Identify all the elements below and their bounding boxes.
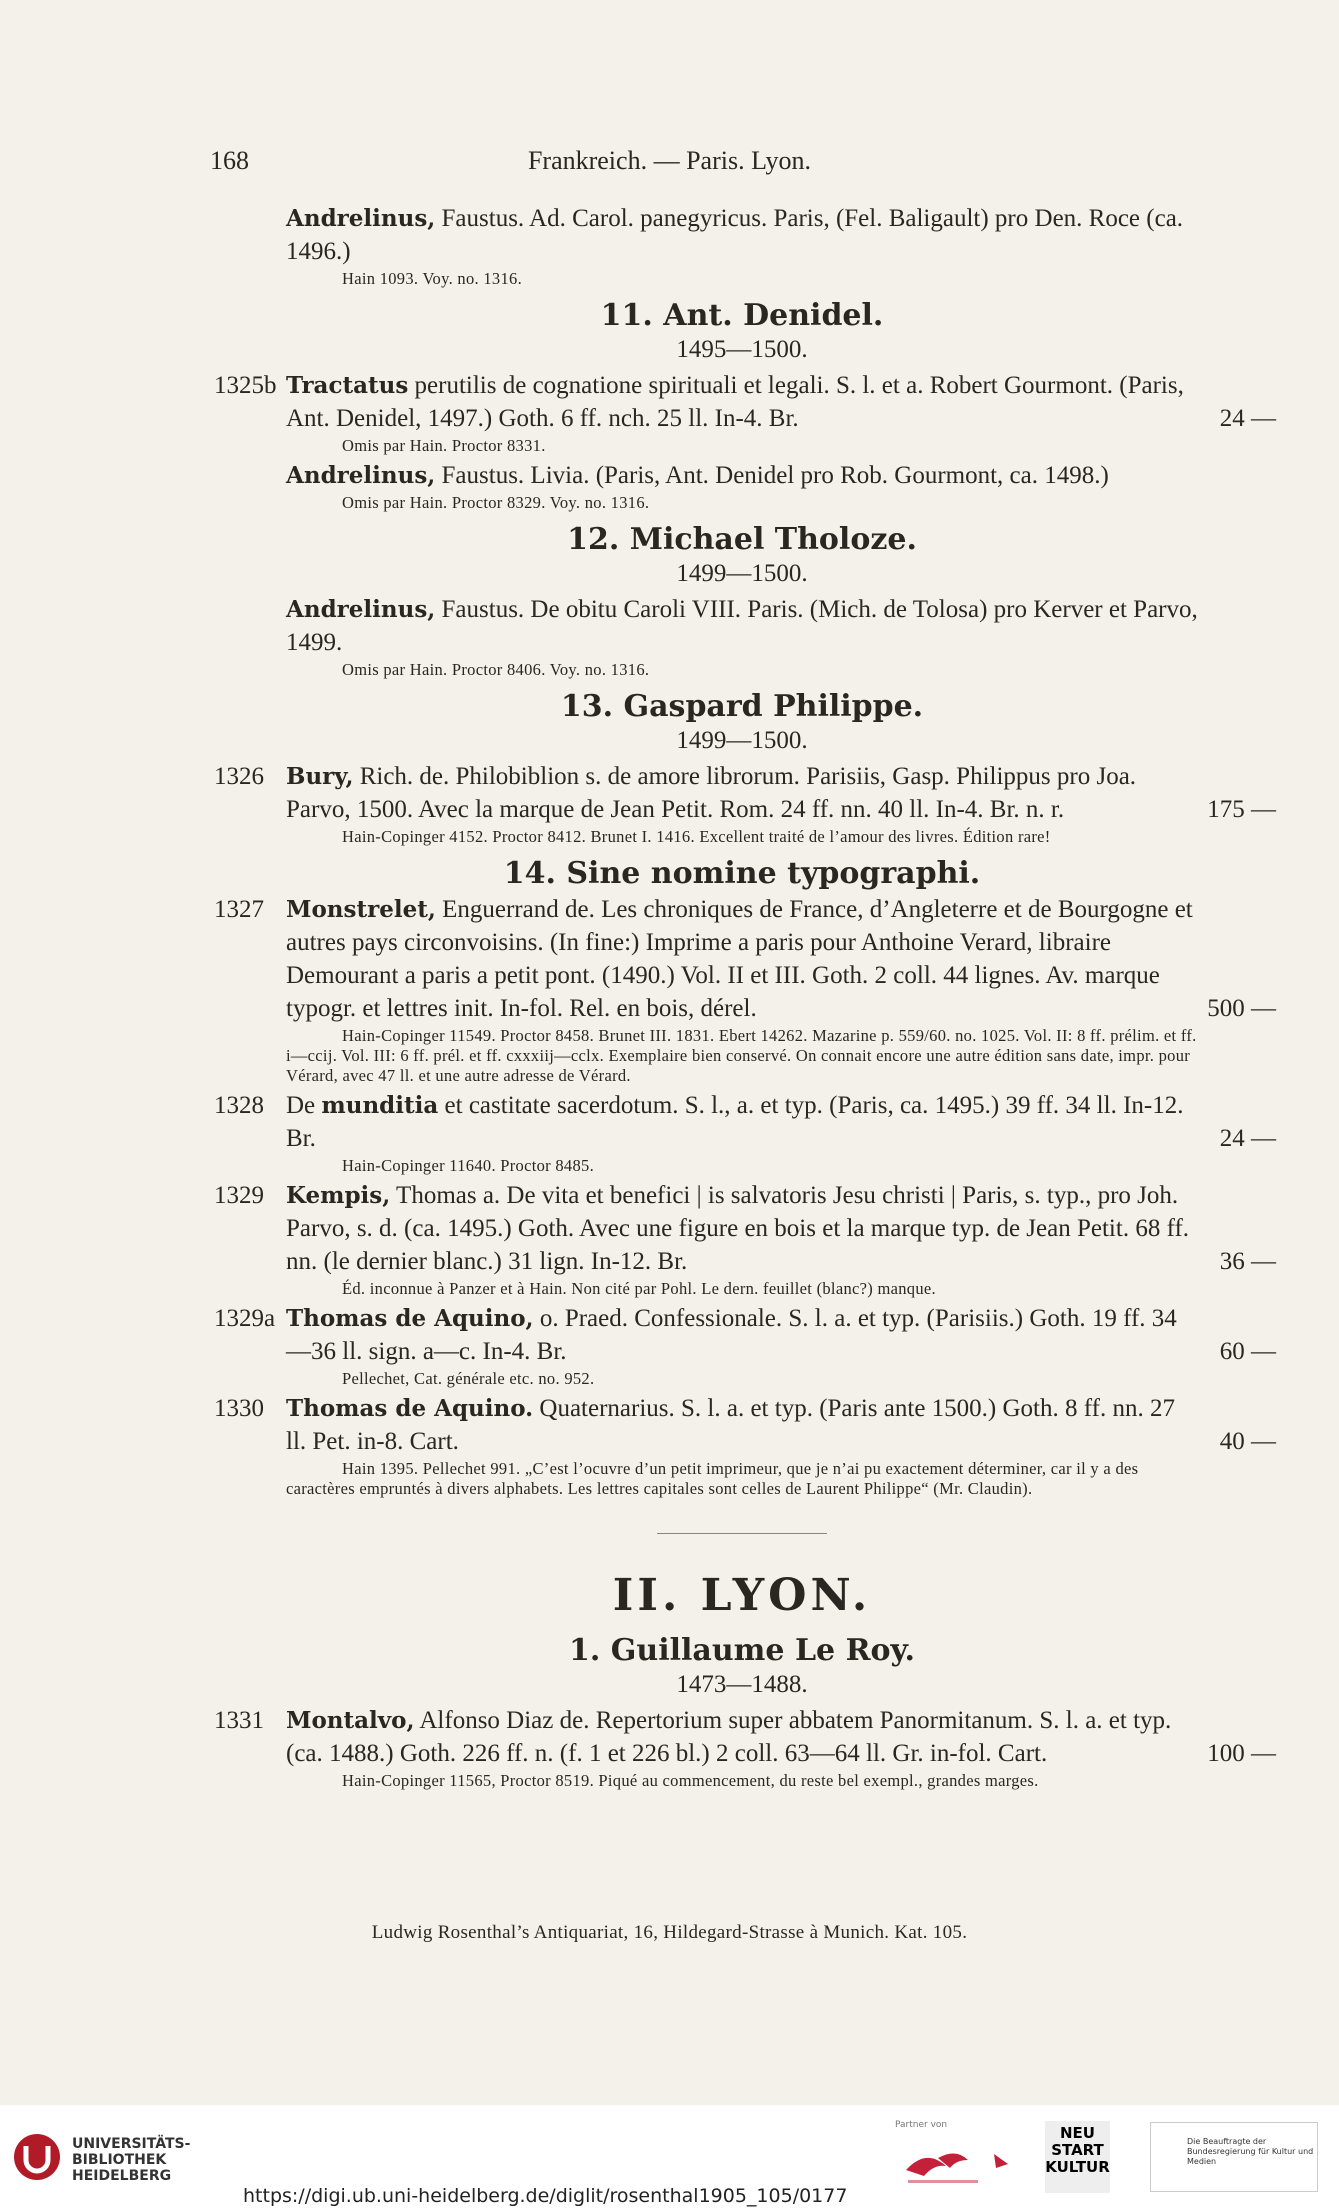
entry-text: Alfonso Diaz de. Repertorium super abbatem Panormitanum. S. l. a. et typ. (ca. 1488.) Goth. 226 ff. n. (f. 1 et 226 bl.) 2 coll. 63—64 ll. Gr. in-fol. Cart.: [286, 1707, 1172, 1767]
entry-text: Faustus. De obitu Caroli VIII. Paris. (Mich. de Tolosa) pro Kerver et Parvo, 1499.: [286, 596, 1198, 656]
section-heading: 1. Guillaume Le Roy.: [569, 1633, 915, 1668]
entry-number: 1328: [214, 1092, 264, 1119]
bkm-logo[interactable]: [1150, 2122, 1318, 2192]
entry-number: 1329: [214, 1182, 264, 1209]
section-dates: 1499—1500.: [676, 560, 808, 587]
catalogue-entry: [286, 202, 1198, 268]
neustart-kultur-logo[interactable]: NEU START KULTUR: [1045, 2121, 1110, 2193]
partner-label: Partner von: [895, 2120, 948, 2130]
section-heading: 12. Michael Tholoze.: [567, 522, 917, 557]
entry-price: 40 —: [1219, 1428, 1276, 1455]
entry-price: 100 —: [1207, 1740, 1276, 1767]
bkm-text: Die Beauftragte der Bundesregierung für Kultur und Medien: [1187, 2137, 1314, 2166]
entry-number: 1326: [214, 763, 264, 790]
entry-note: Hain 1395. Pellechet 991. „C’est l’ocuvre d’un petit imprimeur, que je n’ai pu exactement déterminer, car il y a des caractères empruntés à divers alphabets. Les lettres capitales sont celles de Laurent Philippe“ (Mr. Claudin).: [286, 1459, 1139, 1498]
entry-author: Andrelinus,: [286, 596, 436, 623]
catalogue-entry: [214, 1704, 1276, 1770]
running-header: [0, 146, 1339, 186]
university-library-logo-icon[interactable]: [12, 2132, 62, 2182]
page-url[interactable]: https://digi.ub.uni-heidelberg.de/diglit/rosenthal1905_105/0177: [240, 2185, 850, 2207]
entry-number: 1330: [214, 1395, 264, 1422]
entry-text: Quaternarius. S. l. a. et typ. (Paris ante 1500.) Goth. 8 ff. nn. 27 ll. Pet. in-8. Cart.: [286, 1395, 1175, 1455]
entry-price: 36 —: [1219, 1248, 1276, 1275]
entry-note: Omis par Hain. Proctor 8329. Voy. no. 1316.: [342, 493, 650, 512]
catalogue-entry: [214, 760, 1276, 826]
entry-price: 500 —: [1207, 995, 1276, 1022]
page-number: 168: [210, 146, 249, 175]
entry-number: 1325b: [214, 372, 277, 399]
section-dates: 1473—1488.: [676, 1671, 808, 1698]
catalogue-entry: [214, 1089, 1276, 1155]
section-heading: 11. Ant. Denidel.: [600, 298, 884, 333]
entry-author: Monstrelet,: [286, 896, 436, 923]
entry-author: Tractatus: [286, 372, 409, 399]
section-divider: [657, 1533, 827, 1534]
section-heading: 14. Sine nomine typographi.: [503, 856, 981, 891]
entry-author: Andrelinus,: [286, 462, 436, 489]
entry-author: Kempis,: [286, 1182, 391, 1209]
catalogue-entry: [286, 459, 1198, 492]
catalogue-entry: [214, 1179, 1276, 1278]
library-name: UNIVERSITÄTS- BIBLIOTHEK HEIDELBERG: [72, 2136, 191, 2184]
catalogue-body: [214, 202, 1276, 1794]
entry-note: Éd. inconnue à Panzer et à Hain. Non cité par Pohl. Le dern. feuillet (blanc?) manque.: [342, 1279, 936, 1298]
entry-text: perutilis de cognatione spirituali et legali. S. l. et a. Robert Gourmont. (Paris, Ant. Denidel, 1497.) Goth. 6 ff. nch. 25 ll. In-4. Br.: [286, 372, 1184, 432]
entry-author: Andrelinus,: [286, 205, 436, 232]
page-footer: Ludwig Rosenthal’s Antiquariat, 16, Hildegard-Strasse à Munich. Kat. 105.: [371, 1922, 968, 1943]
entry-number: 1331: [214, 1707, 264, 1734]
entry-author: Thomas de Aquino.: [286, 1395, 534, 1422]
header-title: Frankreich. — Paris. Lyon.: [527, 146, 812, 175]
entry-note: Pellechet, Cat. générale etc. no. 952.: [342, 1369, 595, 1388]
entry-text: o. Praed. Confessionale. S. l. a. et typ. (Parisiis.) Goth. 19 ff. 34—36 ll. sign. a—c. In-4. Br.: [286, 1305, 1177, 1365]
entry-author: Montalvo,: [286, 1707, 415, 1734]
catalogue-entry: [286, 593, 1198, 659]
section-dates: 1499—1500.: [676, 727, 808, 754]
entry-author: munditia: [321, 1092, 439, 1119]
entry-text: et castitate sacerdotum. S. l., a. et typ. (Paris, ca. 1495.) 39 ff. 34 ll. In-12. Br.: [286, 1092, 1184, 1152]
entry-author: Bury,: [286, 763, 354, 790]
entry-note: Hain 1093. Voy. no. 1316.: [342, 269, 522, 288]
entry-note: Hain-Copinger 4152. Proctor 8412. Brunet I. 1416. Excellent traité de l’amour des livres. Édition rare!: [342, 827, 1051, 846]
entry-note: Omis par Hain. Proctor 8406. Voy. no. 1316.: [342, 660, 650, 679]
catalogue-entry: [214, 1302, 1276, 1368]
entry-prefix: De: [286, 1092, 316, 1119]
section-heading: 13. Gaspard Philippe.: [560, 689, 924, 724]
entry-text: Faustus. Livia. (Paris, Ant. Denidel pro Rob. Gourmont, ca. 1498.): [441, 462, 1109, 489]
catalogue-entry: [214, 1392, 1276, 1458]
chapter-heading: II. LYON.: [612, 1570, 872, 1621]
entry-number: 1329a: [214, 1305, 276, 1332]
entry-text: Rich. de. Philobiblion s. de amore librorum. Parisiis, Gasp. Philippus pro Joa. Parvo, 1500. Avec la marque de Jean Petit. Rom. 24 ff. nn. 40 ll. In-4. Br. n. r.: [286, 763, 1137, 823]
entry-text: Enguerrand de. Les chroniques de France, d’Angleterre et de Bourgogne et autres pays circonvoisins. (In fine:) Imprime a paris pour Anthoine Verard, libraire Demourant a paris a petit pont. (1490.) Vol. II et III. Goth. 2 coll. 44 lignes. Av. marque typogr. et lettres init. In-fol. Rel. en bois, dérel.: [286, 896, 1193, 1022]
entry-note: Omis par Hain. Proctor 8331.: [342, 436, 546, 455]
entry-price: 60 —: [1219, 1338, 1276, 1365]
entry-price: 24 —: [1219, 1125, 1276, 1152]
catalogue-entry: [214, 369, 1276, 435]
section-dates: 1495—1500.: [676, 336, 808, 363]
entry-text: Thomas a. De vita et benefici | is salvatoris Jesu christi | Paris, s. typ., pro Joh. Parvo, s. d. (ca. 1495.) Goth. Avec une figure en bois et la marque typ. de Jean Petit. 68 ff. nn. (le dernier blanc.) 31 lign. In-12. Br.: [286, 1182, 1190, 1275]
entry-author: Thomas de Aquino,: [286, 1305, 534, 1332]
entry-text: Faustus. Ad. Carol. panegyricus. Paris, (Fel. Baligault) pro Den. Roce (ca. 1496.): [286, 205, 1184, 265]
catalogue-entry: [214, 893, 1276, 1025]
deutsche-digitale-bibliothek-logo-icon[interactable]: [898, 2140, 1028, 2190]
entry-price: 24 —: [1219, 405, 1276, 432]
entry-note: Hain-Copinger 11640. Proctor 8485.: [342, 1156, 595, 1175]
entry-number: 1327: [214, 896, 264, 923]
entry-note: Hain-Copinger 11549. Proctor 8458. Brunet III. 1831. Ebert 14262. Mazarine p. 559/60. no. 1025. Vol. II: 8 ff. prélim. et ff. i—ccij. Vol. III: 6 ff. prél. et ff. cxxxiij—cclx. Exemplaire bien conservé. On connait encore une autre édition sans date, impr. pour Vérard, avec 47 ll. et une autre adresse de Vérard.: [286, 1026, 1197, 1085]
entry-price: 175 —: [1207, 796, 1276, 823]
entry-note: Hain-Copinger 11565, Proctor 8519. Piqué au commencement, du reste bel exempl., grandes marges.: [342, 1771, 1039, 1790]
